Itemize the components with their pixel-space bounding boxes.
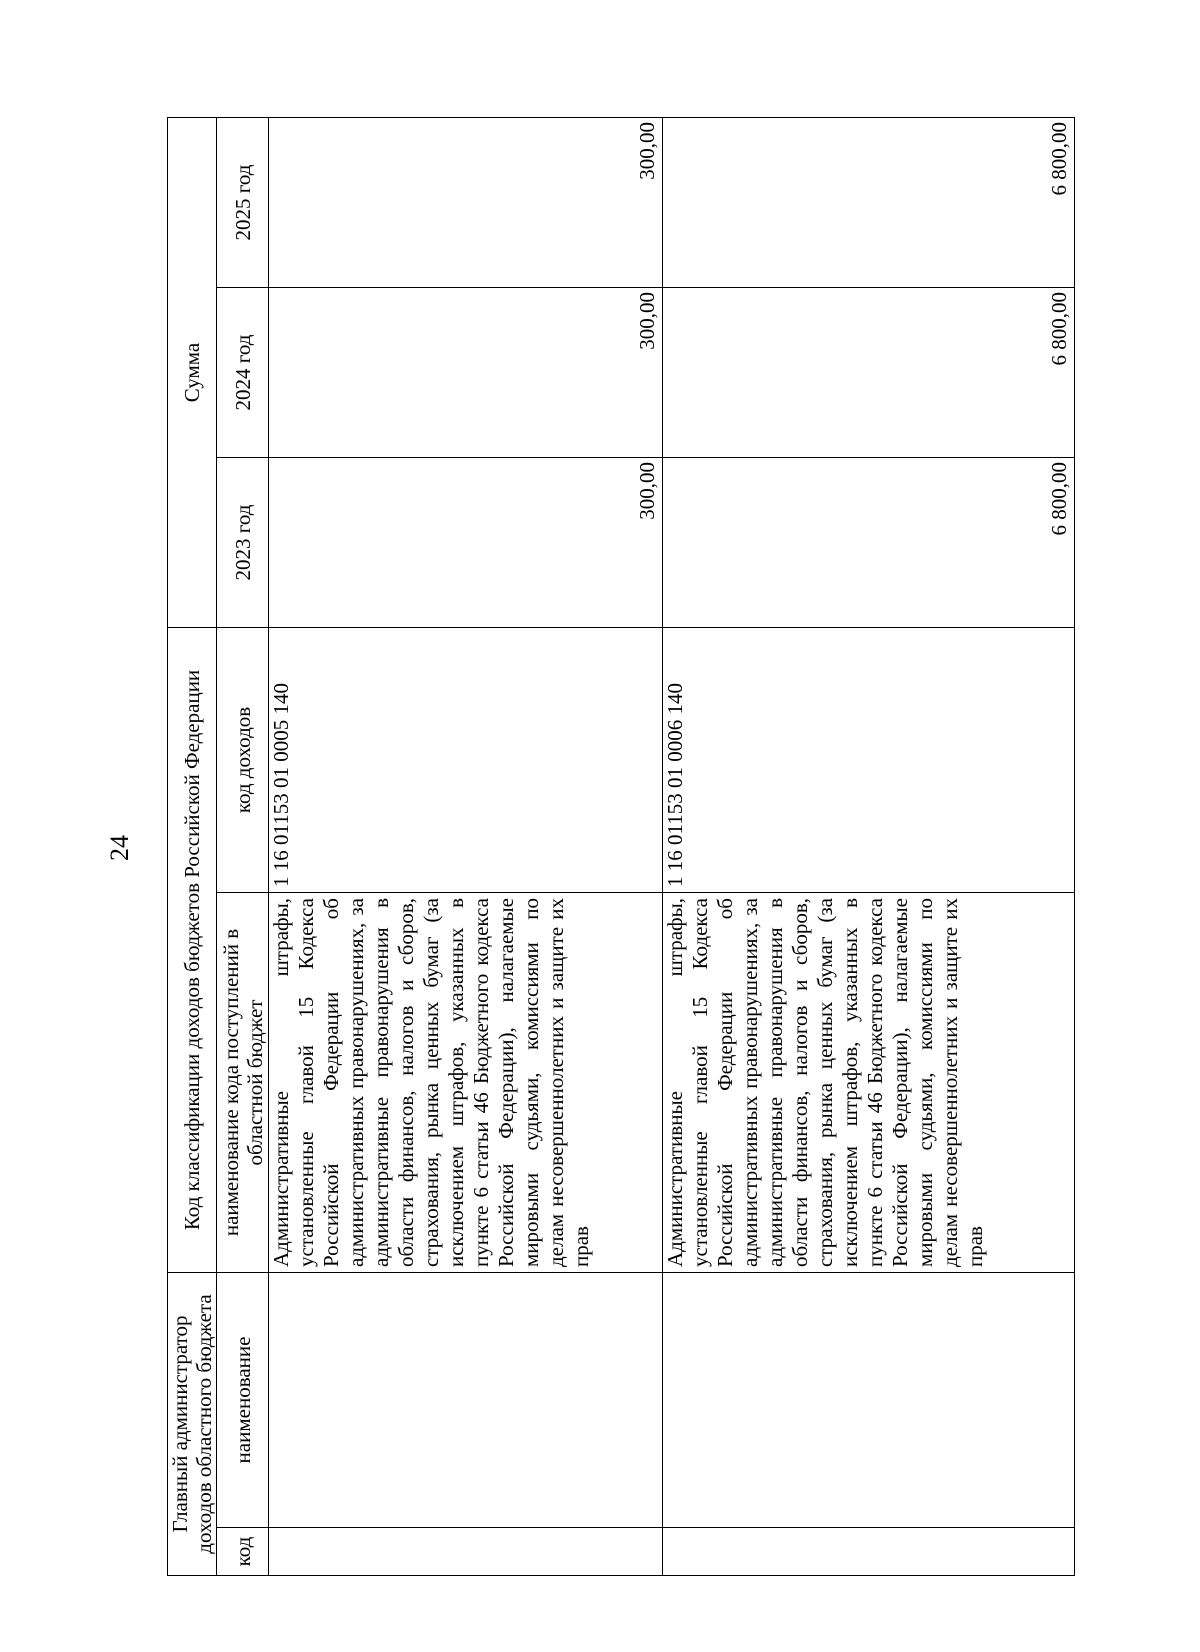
col-name-header: наименование	[217, 1273, 269, 1528]
amount-2024: 6 800,00	[1047, 291, 1071, 366]
col-income-code-header: код доходов	[217, 627, 269, 892]
col-income-name-header: наименование кода поступлений в областной бюджет	[217, 893, 269, 1273]
amount-2024: 300,00	[635, 291, 659, 350]
amount-2023-cell	[663, 457, 1075, 627]
income-code-cell: 1 16 01153 01 0006 140	[663, 627, 1075, 892]
amount-2023: 300,00	[635, 461, 659, 520]
col-2025-header: 2025 год	[217, 117, 269, 287]
admin-group-header: Главный администратор доходов областного бюджета	[168, 1273, 217, 1576]
admin-code-cell	[269, 1528, 663, 1576]
admin-name-cell	[663, 1273, 1075, 1528]
page-number: 24	[105, 835, 134, 861]
col-2023-header: 2023 год	[217, 457, 269, 627]
rotated-table-container	[167, 118, 1073, 1576]
amount-2023-cell	[269, 457, 663, 627]
income-code-cell: 1 16 01153 01 0005 140	[269, 627, 663, 892]
col-code-header: код	[217, 1528, 269, 1576]
header-row-2	[217, 117, 269, 1575]
admin-name-cell	[269, 1273, 663, 1528]
amount-2023: 6 800,00	[1047, 461, 1071, 536]
amount-2025: 300,00	[635, 121, 659, 180]
budget-income-table	[167, 117, 1075, 1576]
amount-2025-cell	[663, 117, 1075, 287]
amount-2024-cell	[663, 287, 1075, 457]
classification-group-header: Код классификации доходов бюджетов Российской Федерации	[168, 627, 217, 1272]
income-description-cell: Административные штрафы, установленные главой 15 Кодекса Российской Федерации об административных правонарушениях, за административные правонарушения в области финансов, налогов и сборов, страхования, рынка ценных бумаг (за исключением штрафов, указанных в пункте 6 статьи 46 Бюджетного кодекса Российской Федерации), налагаемые мировыми судьями, комиссиями по делам несовершеннолетних и защите их прав	[663, 893, 1075, 1273]
amount-2025: 6 800,00	[1047, 121, 1071, 196]
amount-2025-cell	[269, 117, 663, 287]
header-row-1	[168, 117, 217, 1575]
amount-2024-cell	[269, 287, 663, 457]
sum-group-header: Сумма	[168, 117, 217, 627]
income-description-cell: Административные штрафы, установленные главой 15 Кодекса Российской Федерации об административных правонарушениях, за административные правонарушения в области финансов, налогов и сборов, страхования, рынка ценных бумаг (за исключением штрафов, указанных в пункте 6 статьи 46 Бюджетного кодекса Российской Федерации), налагаемые мировыми судьями, комиссиями по делам несовершеннолетних и защите их прав	[269, 893, 663, 1273]
table-row	[269, 117, 663, 1575]
table-row	[663, 117, 1075, 1575]
admin-code-cell	[663, 1528, 1075, 1576]
col-2024-header: 2024 год	[217, 287, 269, 457]
